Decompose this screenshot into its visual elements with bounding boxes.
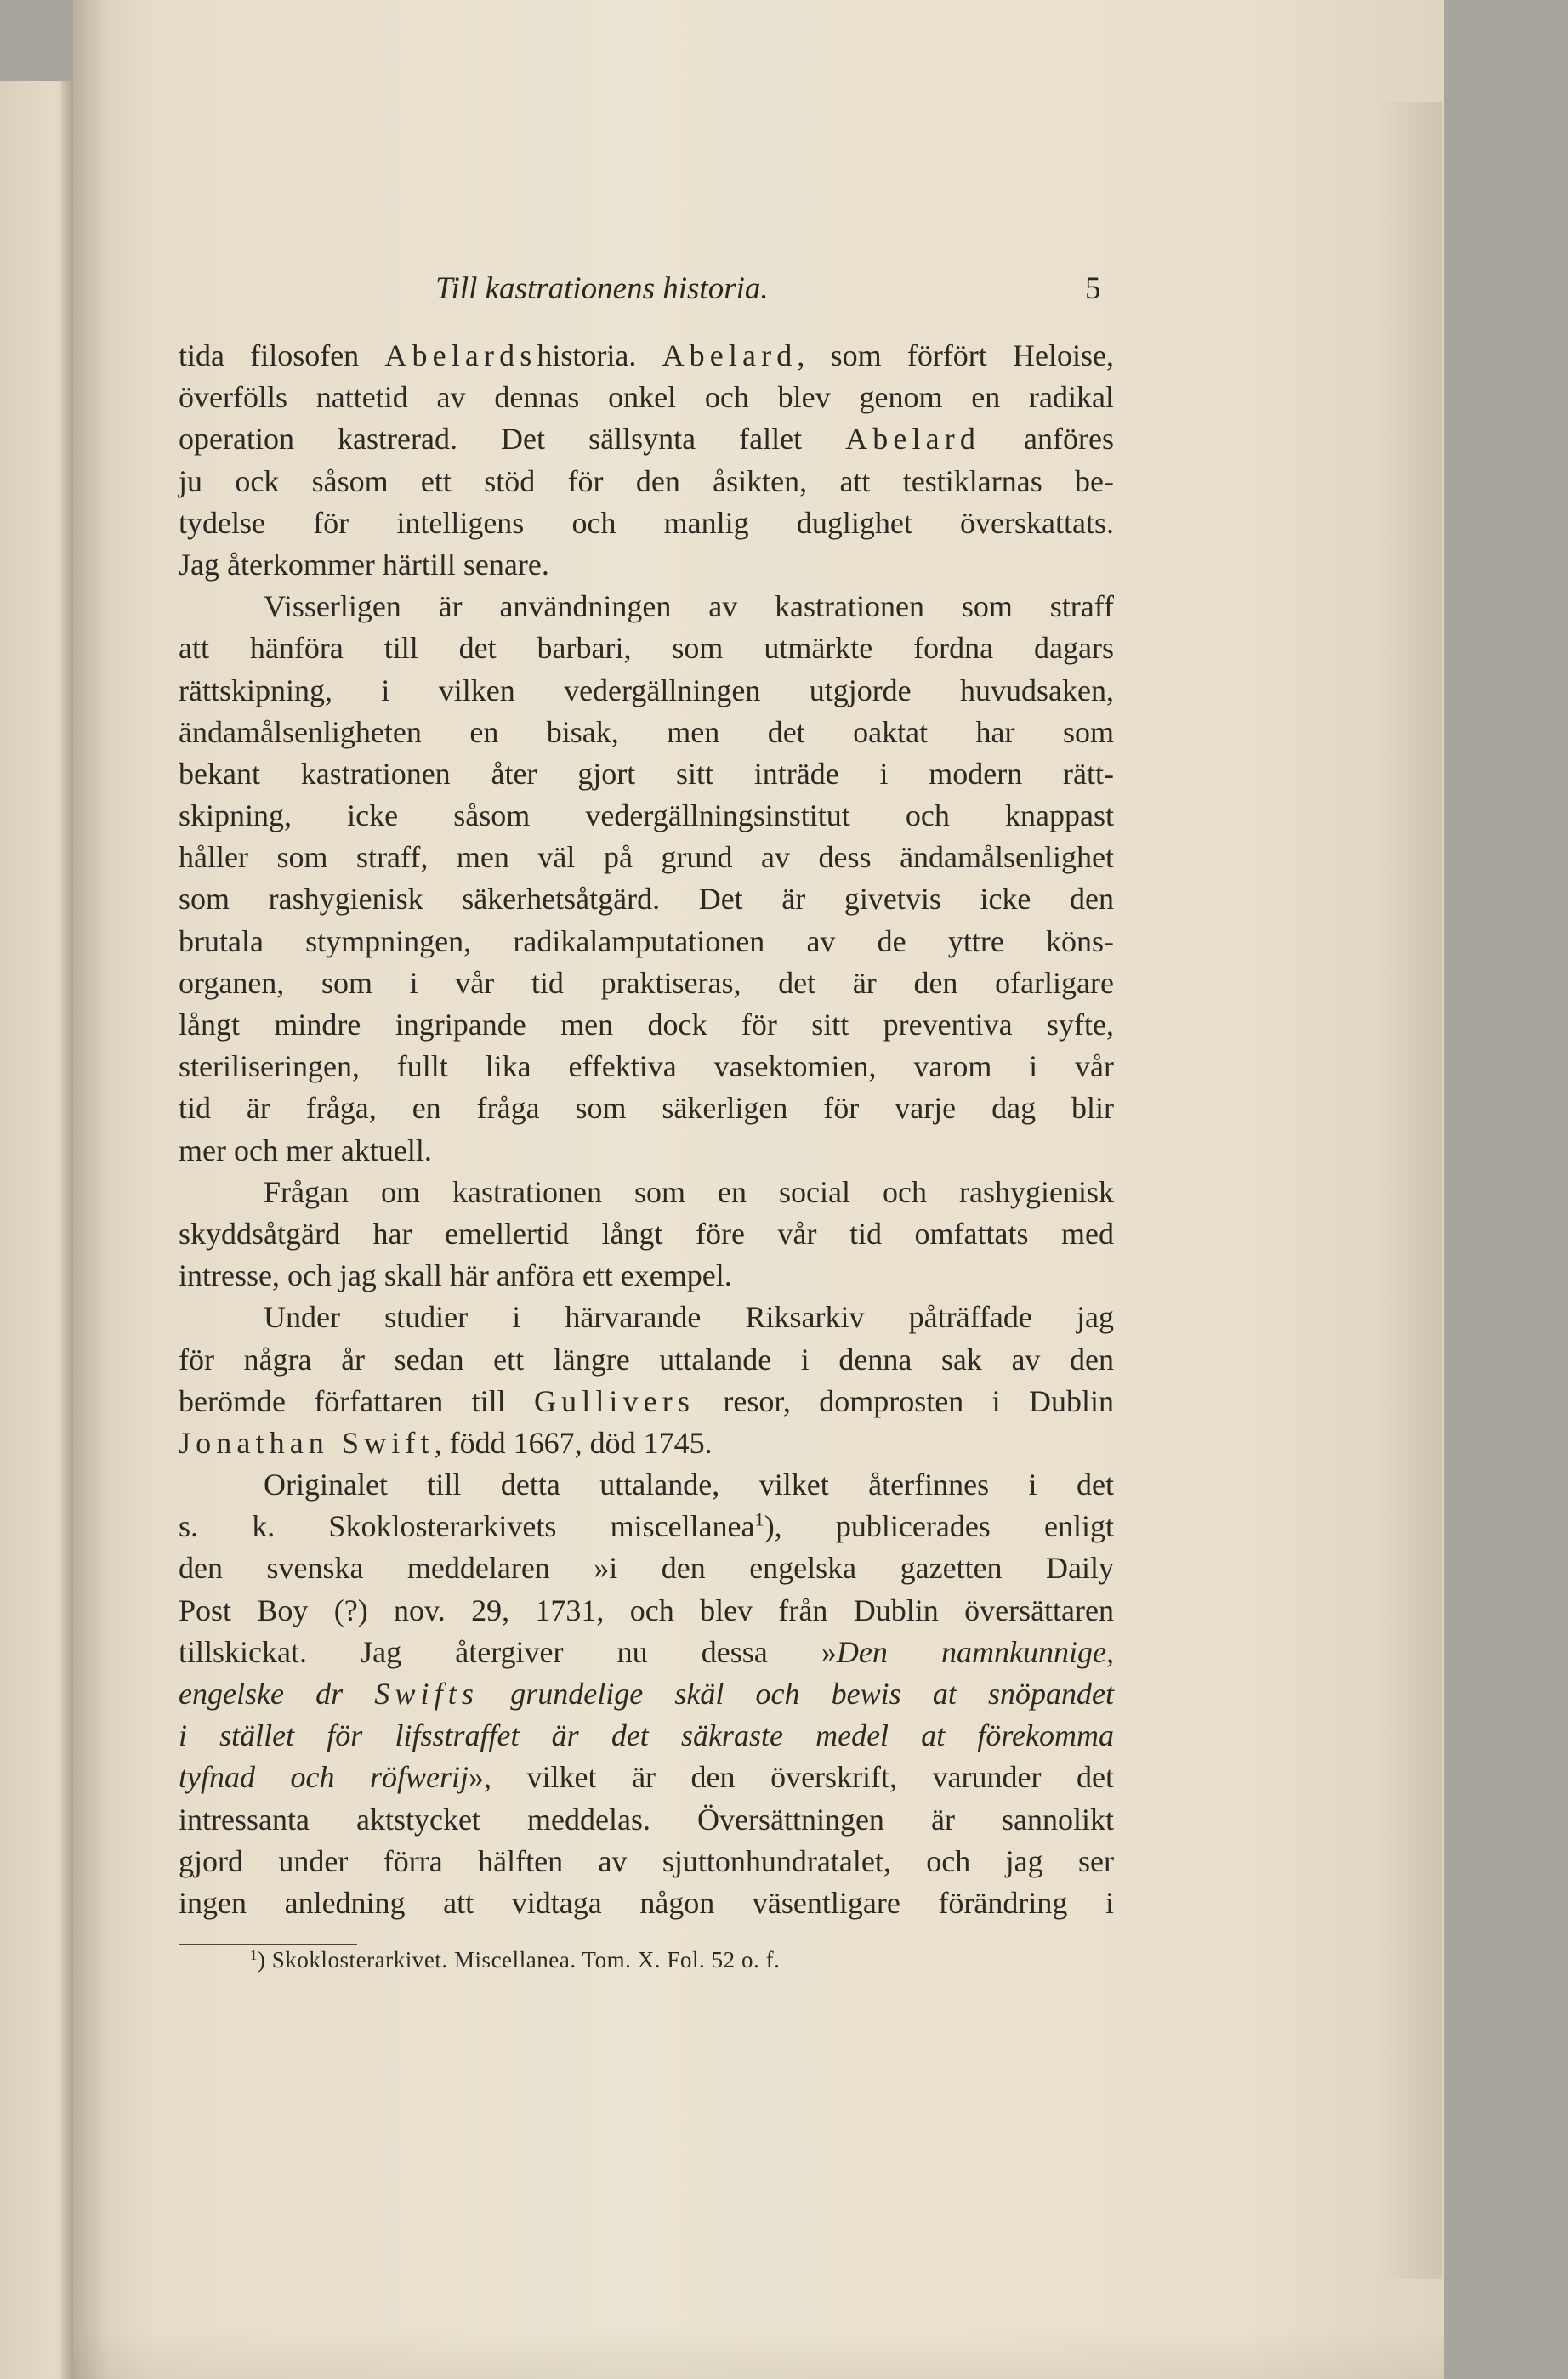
- text-run: skyddsåtgärd har emellertid långt före vår tid omfattats med: [179, 1216, 1114, 1251]
- footnote-rule: [179, 1944, 357, 1945]
- text-run: s. k. Skoklosterarkivets miscellanea: [179, 1509, 755, 1544]
- styled-text-run: engelske dr: [179, 1677, 375, 1711]
- text-run: historia.: [537, 338, 662, 372]
- text-line: [179, 461, 1114, 502]
- text-run: som rashygienisk säkerhetsåtgärd. Det är givetvis icke den: [179, 882, 1114, 917]
- text-run: », vilket är den överskrift, varunder det: [469, 1760, 1114, 1795]
- text-line: [179, 377, 1114, 418]
- text-run: ), publicerades enligt: [764, 1509, 1115, 1544]
- text-line: [179, 1130, 1114, 1172]
- text-line: [179, 1422, 1114, 1464]
- text-run: den svenska meddelaren »i den engelska gazetten Daily: [179, 1551, 1114, 1586]
- text-line: [179, 1339, 1114, 1381]
- text-line: [179, 1506, 1114, 1547]
- styled-text-run: tyfnad och röfwerij: [179, 1760, 469, 1795]
- text-line: [179, 962, 1114, 1004]
- text-run: ingen anledning att vidtaga någon väsentligare förändring i: [179, 1885, 1114, 1920]
- styled-text-run: grundelige skäl och bewis at snöpandet: [479, 1677, 1114, 1711]
- text-line: [179, 1673, 1114, 1715]
- text-line: [179, 1715, 1114, 1757]
- text-run: , som förfört Heloise,: [797, 338, 1114, 372]
- text-run: gjord under förra hälften av sjuttonhundratalet, och jag ser: [179, 1843, 1114, 1878]
- text-line: [179, 712, 1114, 753]
- text-run: tydelse för intelligens och manlig duglighet överskattats.: [179, 505, 1114, 540]
- text-line: [179, 418, 1114, 460]
- text-line: [179, 1213, 1114, 1255]
- text-run: bekant kastrationen åter gjort sitt inträde i modern rätt-: [179, 756, 1114, 791]
- text-run: långt mindre ingripande men dock för sitt preventiva syfte,: [179, 1008, 1114, 1042]
- footnote-reference: 1: [754, 1508, 764, 1530]
- text-run: operation kastrerad. Det sällsynta fallet: [179, 422, 846, 457]
- text-line: [179, 1799, 1114, 1841]
- text-line: [179, 627, 1114, 669]
- page-number: 5: [1085, 271, 1101, 306]
- text-run: tillskickat. Jag återgiver nu dessa »: [179, 1634, 837, 1669]
- text-line: [179, 1757, 1114, 1798]
- text-line: [179, 1381, 1114, 1422]
- text-run: för några år sedan ett längre uttalande i denna sak av den: [179, 1342, 1114, 1377]
- text-line: [179, 921, 1114, 962]
- text-line: [179, 1632, 1114, 1673]
- text-line: [179, 1172, 1114, 1213]
- text-line: [179, 544, 1114, 586]
- styled-text-run: Swifts: [374, 1677, 480, 1711]
- styled-text-run: Abelard: [662, 338, 798, 372]
- text-run: tida filosofen: [179, 338, 385, 372]
- text-line: [179, 335, 1114, 377]
- text-line: [179, 670, 1114, 712]
- text-run: ändamålsenligheten en bisak, men det oaktat har som: [179, 714, 1114, 749]
- left-page-shadow: [61, 81, 73, 2379]
- text-run: intressanta aktstycket meddelas. Översättningen är sannolikt: [179, 1802, 1114, 1837]
- text-run: tid är fråga, en fråga som säkerligen för varje dag blir: [179, 1091, 1114, 1126]
- text-run: Visserligen är användningen av kastrationen som straff: [264, 589, 1114, 624]
- text-run: överfölls nattetid av dennas onkel och blev genom en radikal: [179, 380, 1114, 415]
- text-line: [179, 1547, 1114, 1589]
- text-line: [179, 586, 1114, 627]
- text-run: Frågan om kastrationen som en social och rashygienisk: [264, 1174, 1114, 1209]
- text-run: skipning, icke såsom vedergällningsinstitut och knappast: [179, 798, 1114, 833]
- text-run: ju ock såsom ett stöd för den åsikten, att testiklarnas be-: [179, 463, 1114, 498]
- text-line: [179, 1046, 1114, 1087]
- text-run: att hänföra till det barbari, som utmärkte fordna dagars: [179, 631, 1114, 666]
- text-line: [179, 795, 1114, 837]
- styled-text-run: Jonathan Swift: [179, 1425, 435, 1460]
- text-line: [179, 837, 1114, 878]
- text-run: organen, som i vår tid praktiseras, det är den ofarligare: [179, 965, 1114, 1000]
- text-line: [179, 502, 1114, 544]
- page-right-edge: [1374, 102, 1442, 2279]
- page-bottom-edge: [73, 2330, 1444, 2379]
- text-run: håller som straff, men väl på grund av dess ändamålsenlighet: [179, 840, 1114, 875]
- text-line: [179, 1590, 1114, 1632]
- text-run: rättskipning, i vilken vedergällningen utgjorde huvudsaken,: [179, 673, 1114, 707]
- spine-shadow: [73, 0, 107, 2379]
- footnote-marker: 1: [250, 1946, 258, 1963]
- text-line: [179, 1004, 1114, 1046]
- text-run: intresse, och jag skall här anföra ett exempel.: [179, 1258, 732, 1293]
- text-run: Jag återkommer härtill senare.: [179, 547, 549, 582]
- running-title: Till kastrationens historia.: [435, 271, 769, 306]
- styled-text-run: Gullivers: [533, 1383, 696, 1418]
- text-line: [179, 753, 1114, 795]
- footnote-text: ) Skoklosterarkivet. Miscellanea. Tom. X. Fol. 52 o. f.: [257, 1947, 781, 1973]
- styled-text-run: Den namnkunnige,: [836, 1634, 1114, 1669]
- text-run: mer och mer aktuell.: [179, 1133, 432, 1167]
- text-line: [179, 1882, 1114, 1924]
- running-header: [179, 270, 1114, 321]
- text-run: Post Boy (?) nov. 29, 1731, och blev från Dublin översättaren: [179, 1593, 1114, 1627]
- text-line: [179, 1464, 1114, 1506]
- text-line: [179, 1087, 1114, 1129]
- text-line: [179, 1297, 1114, 1338]
- text-run: Originalet till detta uttalande, vilket återfinnes i det: [264, 1468, 1114, 1502]
- styled-text-run: Abelard: [845, 422, 980, 457]
- text-line: [179, 1255, 1114, 1297]
- text-run: resor, domprosten i Dublin: [695, 1383, 1114, 1418]
- text-run: berömde författaren till: [179, 1383, 534, 1418]
- text-run: steriliseringen, fullt lika effektiva vasektomien, varom i vår: [179, 1049, 1114, 1084]
- footnote: [250, 1947, 780, 1973]
- text-line: [179, 1841, 1114, 1882]
- styled-text-run: Abelards: [384, 338, 537, 372]
- text-run: anföres: [980, 422, 1114, 457]
- body-text: [179, 335, 1114, 1924]
- text-run: brutala stympningen, radikalamputationen av de yttre köns-: [179, 923, 1114, 958]
- text-run: Under studier i härvarande Riksarkiv påträffade jag: [264, 1300, 1114, 1335]
- styled-text-run: i stället för lifsstraffet är det säkraste medel at förekomma: [179, 1718, 1114, 1753]
- text-line: [179, 878, 1114, 920]
- text-run: , född 1667, död 1745.: [434, 1425, 713, 1460]
